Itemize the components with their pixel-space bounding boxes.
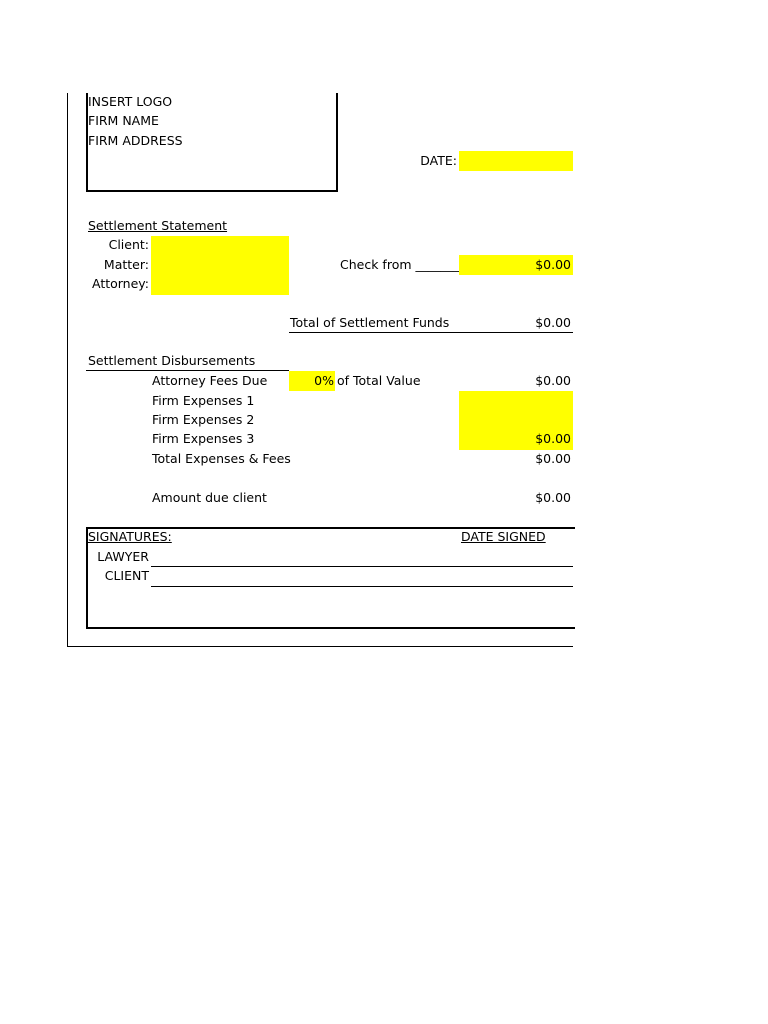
- statement-title: Settlement Statement: [88, 218, 228, 233]
- total-funds-value: $0.00: [535, 315, 571, 330]
- client-info-input[interactable]: [151, 236, 289, 295]
- client-signature-line[interactable]: [151, 586, 573, 587]
- date-input[interactable]: [459, 151, 573, 171]
- check-from-label: Check from _______: [340, 257, 460, 272]
- attorney-label: Attorney:: [91, 276, 149, 291]
- firm-expenses-3-value: $0.00: [535, 431, 571, 446]
- lawyer-signature-line[interactable]: [151, 566, 573, 567]
- attorney-fees-percent: 0%: [314, 373, 334, 388]
- date-signed-label: DATE SIGNED: [461, 529, 546, 544]
- check-amount: $0.00: [535, 257, 571, 272]
- logo-placeholder[interactable]: INSERT LOGO: [88, 94, 173, 109]
- client-label: Client:: [108, 237, 149, 252]
- matter-label: Matter:: [103, 257, 149, 272]
- firm-address[interactable]: FIRM ADDRESS: [88, 133, 183, 148]
- attorney-fees-value: $0.00: [535, 373, 571, 388]
- disbursements-title: Settlement Disbursements: [88, 353, 256, 368]
- total-funds-rule: [289, 332, 573, 333]
- amount-due-label: Amount due client: [152, 490, 267, 505]
- firm-expenses-1-label: Firm Expenses 1: [152, 393, 255, 408]
- firm-expenses-2-label: Firm Expenses 2: [152, 412, 255, 427]
- date-label: DATE:: [420, 153, 457, 168]
- client-signature-label: CLIENT: [104, 568, 149, 583]
- total-funds-label: Total of Settlement Funds: [290, 315, 450, 330]
- disbursements-rule: [86, 370, 289, 371]
- firm-expenses-3-label: Firm Expenses 3: [152, 431, 255, 446]
- total-expenses-value: $0.00: [535, 451, 571, 466]
- lawyer-label: LAWYER: [97, 549, 149, 564]
- signatures-title: SIGNATURES:: [88, 529, 172, 544]
- of-total-label: of Total Value: [337, 373, 421, 388]
- amount-due-value: $0.00: [535, 490, 571, 505]
- total-expenses-label: Total Expenses & Fees: [152, 451, 291, 466]
- attorney-fees-label: Attorney Fees Due: [152, 373, 268, 388]
- page-frame-bottom: [67, 646, 573, 647]
- firm-name[interactable]: FIRM NAME: [88, 113, 159, 128]
